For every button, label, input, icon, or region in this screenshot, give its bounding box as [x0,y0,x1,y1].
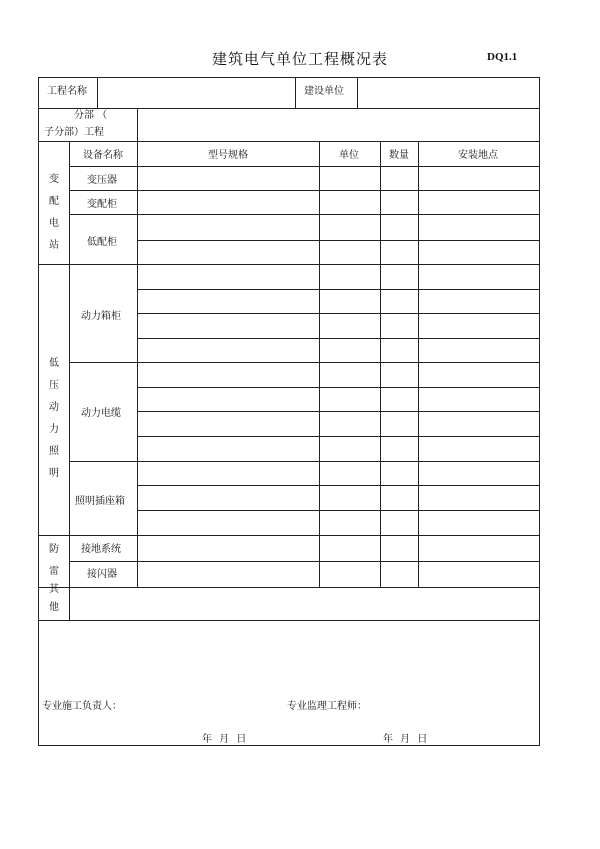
construction-unit-field[interactable] [359,79,538,107]
construction-lead-label: 专业施工负责人： [42,701,122,712]
item-power-box: 动力箱柜 [81,311,121,322]
group-label-lightning-protection: 防 雷 [49,544,59,577]
item-power-cable: 动力电缆 [81,408,121,419]
supervising-engineer-label: 专业监理工程师： [287,701,367,712]
item-lightning-arrester: 接闪器 [87,569,117,580]
page-title: 建筑电气单位工程概况表 [211,50,388,68]
column-header-quantity: 数量 [389,150,409,161]
item-low-voltage-cabinet: 低配柜 [87,237,117,248]
project-name-label: 工程名称 [47,86,87,97]
item-grounding-system: 接地系统 [81,544,121,555]
date-left: 年 月 日 [202,734,247,745]
date-right: 年 月 日 [383,734,428,745]
group-label-low-voltage-power-lighting: 低 压 动 力 照 明 [49,358,59,479]
item-lighting-socket-box: 照明插座箱 [75,496,125,507]
column-header-model-spec: 型号规格 [208,150,248,161]
other-field[interactable] [71,589,538,619]
column-header-unit: 单位 [339,150,359,161]
subdivision-field[interactable] [139,110,538,140]
subdivision-label-line1: 分部 （ [74,110,108,121]
project-name-field[interactable] [99,79,294,107]
form-code: DQ1.1 [487,51,518,63]
construction-unit-label: 建设单位 [304,86,344,97]
item-distribution-cabinet: 变配柜 [87,199,117,210]
item-transformer: 变压器 [87,175,117,186]
group-label-other: 其 他 [49,584,59,613]
column-header-install-location: 安装地点 [458,150,498,161]
subdivision-label-line2: 子分部）工程 [44,127,104,138]
column-header-device-name: 设备名称 [83,150,123,161]
group-label-substation: 变 配 电 站 [49,174,59,251]
